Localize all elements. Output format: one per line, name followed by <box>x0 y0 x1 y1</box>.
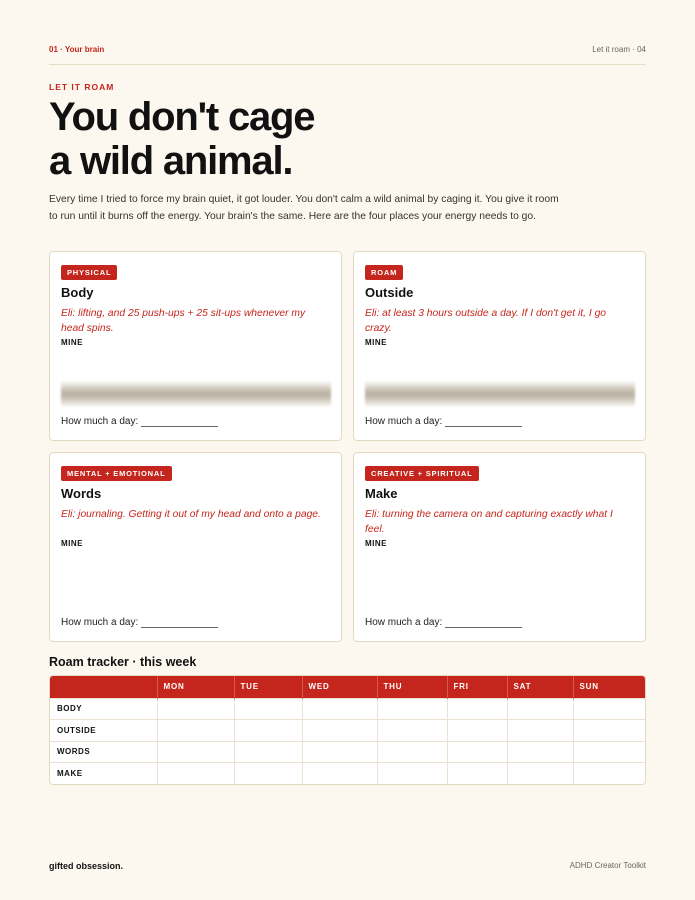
tracker-cell[interactable] <box>302 741 377 763</box>
tracker-cell[interactable] <box>573 741 645 763</box>
product-name: ADHD Creator Toolkit <box>569 861 646 870</box>
tracker-cell[interactable] <box>234 741 302 763</box>
card-tag: MENTAL + EMOTIONAL <box>61 466 172 481</box>
column-header-sun: SUN <box>573 676 645 698</box>
brand-name: gifted obsession. <box>49 861 124 871</box>
column-header <box>50 676 157 698</box>
tracker-cell[interactable] <box>573 720 645 742</box>
card-heading: Make <box>365 486 398 501</box>
row-label-make: MAKE <box>50 763 157 785</box>
worksheet-page <box>49 0 646 900</box>
how-much-row <box>365 617 522 628</box>
tracker-cell[interactable] <box>573 698 645 720</box>
title-line-2: a wild animal. <box>49 139 293 183</box>
card-tag: ROAM <box>365 265 403 280</box>
card-tag: PHYSICAL <box>61 265 117 280</box>
tracker-cell[interactable] <box>302 698 377 720</box>
how-much-row <box>61 416 218 427</box>
tracker-cell[interactable] <box>302 720 377 742</box>
table-row <box>50 720 645 742</box>
column-header-tue: TUE <box>234 676 302 698</box>
card-heading: Outside <box>365 285 414 300</box>
row-label-body: BODY <box>50 698 157 720</box>
card-heading: Words <box>61 486 102 501</box>
title-line-1: You don't cage <box>49 95 315 139</box>
tracker-header-row <box>50 676 645 698</box>
column-header-fri: FRI <box>447 676 507 698</box>
mine-label: MINE <box>61 338 83 347</box>
tracker-cell[interactable] <box>507 720 573 742</box>
tracker-cell[interactable] <box>157 741 234 763</box>
tracker-cell[interactable] <box>377 720 447 742</box>
tracker-cell[interactable] <box>507 763 573 785</box>
how-much-label: How much a day: <box>365 416 443 427</box>
tracker-cell[interactable] <box>157 698 234 720</box>
how-much-field[interactable] <box>445 618 522 628</box>
card-example: Eli: turning the camera on and capturing exactly what I feel. <box>365 509 613 535</box>
tracker-cell[interactable] <box>377 741 447 763</box>
tracker-cell[interactable] <box>573 763 645 785</box>
how-much-row <box>365 416 522 427</box>
table-row <box>50 698 645 720</box>
how-much-label: How much a day: <box>61 416 139 427</box>
mine-label: MINE <box>365 539 387 548</box>
column-header-thu: THU <box>377 676 447 698</box>
intro-paragraph: Every time I tried to force my brain quiet, it got louder. You don't calm a wild animal by caging it. You give it room to run until it burns off the energy. Your brain's the same. Here are the four places your energy needs to go. <box>49 194 559 222</box>
page-title <box>49 95 549 183</box>
how-much-field[interactable] <box>141 618 218 628</box>
card-heading: Body <box>61 285 94 300</box>
card-tag: CREATIVE + SPIRITUAL <box>365 466 479 481</box>
tracker-cell[interactable] <box>447 720 507 742</box>
table-row <box>50 741 645 763</box>
page-header <box>49 45 646 65</box>
mine-label: MINE <box>61 539 83 548</box>
card-example: Eli: journaling. Getting it out of my head and onto a page. <box>61 509 321 520</box>
card-words <box>49 452 342 642</box>
section-label: 01 · Your brain <box>49 45 105 54</box>
roam-tracker-table <box>49 675 646 785</box>
tracker-cell[interactable] <box>234 720 302 742</box>
tracker-cell[interactable] <box>157 763 234 785</box>
card-outside <box>353 251 646 441</box>
tracker-cell[interactable] <box>447 698 507 720</box>
mine-label: MINE <box>365 338 387 347</box>
tracker-cell[interactable] <box>302 763 377 785</box>
how-much-field[interactable] <box>141 417 218 427</box>
tracker-cell[interactable] <box>377 763 447 785</box>
tracker-cell[interactable] <box>447 741 507 763</box>
column-header-wed: WED <box>302 676 377 698</box>
eyebrow-label: LET IT ROAM <box>49 82 115 92</box>
tracker-cell[interactable] <box>377 698 447 720</box>
tracker-cell[interactable] <box>234 763 302 785</box>
how-much-label: How much a day: <box>61 617 139 628</box>
how-much-row <box>61 617 218 628</box>
mine-entry-field[interactable] <box>61 381 331 407</box>
card-body <box>49 251 342 441</box>
mine-entry-field[interactable] <box>365 381 635 407</box>
column-header-sat: SAT <box>507 676 573 698</box>
table-row <box>50 763 645 785</box>
tracker-cell[interactable] <box>507 698 573 720</box>
how-much-field[interactable] <box>445 417 522 427</box>
how-much-label: How much a day: <box>365 617 443 628</box>
row-label-outside: OUTSIDE <box>50 720 157 742</box>
page-number: Let it roam · 04 <box>592 45 646 54</box>
card-example: Eli: at least 3 hours outside a day. If I don't get it, I go crazy. <box>365 308 607 334</box>
card-make <box>353 452 646 642</box>
row-label-words: WORDS <box>50 741 157 763</box>
card-example: Eli: lifting, and 25 push-ups + 25 sit-ups whenever my head spins. <box>61 308 306 334</box>
tracker-title: Roam tracker · this week <box>49 655 197 669</box>
tracker-cell[interactable] <box>157 720 234 742</box>
tracker-cell[interactable] <box>447 763 507 785</box>
column-header-mon: MON <box>157 676 234 698</box>
tracker-cell[interactable] <box>507 741 573 763</box>
tracker-cell[interactable] <box>234 698 302 720</box>
